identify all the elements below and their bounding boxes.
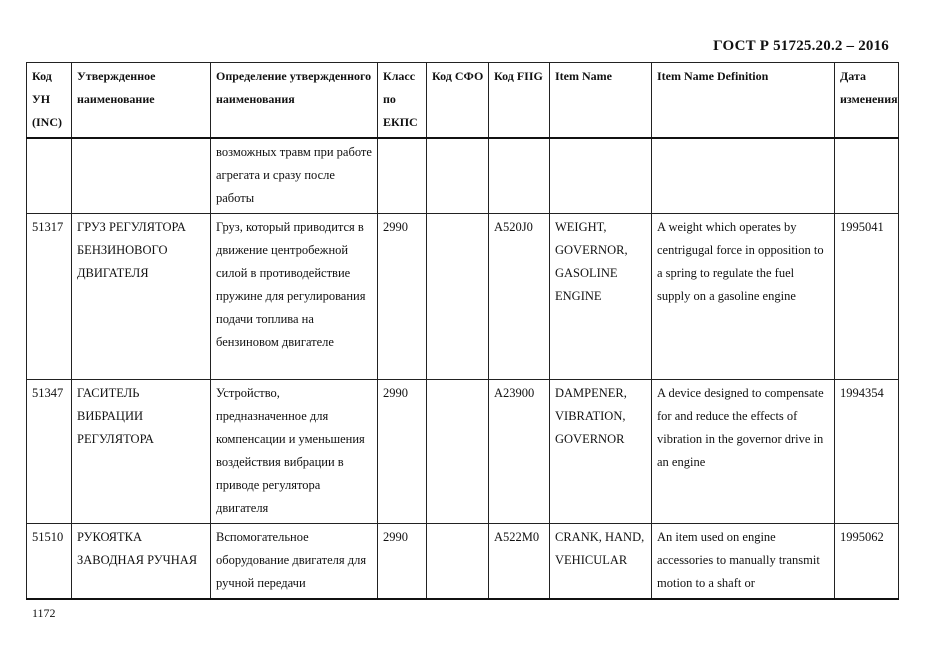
cell-class: 2990 [378,214,427,380]
cell-definition: Груз, который приводится в движение центробежной силой в противодействие пружине для регулирования подачи топлива на бензиновом двигателе [211,214,378,380]
cell-date: 1995041 [835,214,899,380]
cell-name: ГАСИТЕЛЬ ВИБРАЦИИ РЕГУЛЯТОРА [72,380,211,524]
cell-fiig: A23900 [489,380,550,524]
table-row [27,524,899,600]
cell-inc: 51317 [27,214,72,380]
table-row [27,214,899,380]
cell-item-name: DAMPENER, VIBRATION, GOVERNOR [550,380,652,524]
cell-definition: возможных травм при работе агрегата и сразу после работы [211,138,378,214]
cell-inc [27,138,72,214]
cell-item-definition [652,138,835,214]
cell-date [835,138,899,214]
cell-fiig: A520J0 [489,214,550,380]
table-row [27,380,899,524]
col-header-item-name: Item Name [550,63,652,139]
cell-definition: Устройство, предназначенное для компенсации и уменьшения воздействия вибрации в приводе регулятора двигателя [211,380,378,524]
cell-item-definition: A weight which operates by centrigugal force in opposition to a spring to regulate the fuel supply on a gasoline engine [652,214,835,380]
classification-table [26,62,899,600]
col-header-definition: Определение утвержденного наименования [211,63,378,139]
cell-inc: 51347 [27,380,72,524]
col-header-name: Утвержденное наименование [72,63,211,139]
cell-sfo [427,380,489,524]
cell-class: 2990 [378,524,427,600]
col-header-item-definition: Item Name Definition [652,63,835,139]
cell-class [378,138,427,214]
cell-item-definition: A device designed to compensate for and reduce the effects of vibration in the governor drive in an engine [652,380,835,524]
standard-number: ГОСТ Р 51725.20.2 – 2016 [713,38,889,54]
col-header-fiig: Код FIIG [489,63,550,139]
cell-definition: Вспомогательное оборудование двигателя для ручной передачи [211,524,378,600]
cell-class: 2990 [378,380,427,524]
col-header-class: Класс по ЕКПС [378,63,427,139]
cell-date: 1994354 [835,380,899,524]
cell-date: 1995062 [835,524,899,600]
cell-sfo [427,214,489,380]
cell-inc: 51510 [27,524,72,600]
col-header-date: Дата изменения [835,63,899,139]
cell-fiig [489,138,550,214]
col-header-sfo: Код СФО [427,63,489,139]
cell-item-name: CRANK, HAND, VEHICULAR [550,524,652,600]
cell-name [72,138,211,214]
table-row [27,138,899,214]
cell-fiig: A522M0 [489,524,550,600]
page-number: 1172 [32,606,56,620]
col-header-inc: Код УН (INC) [27,63,72,139]
cell-sfo [427,138,489,214]
cell-item-name: WEIGHT, GOVERNOR, GASOLINE ENGINE [550,214,652,380]
cell-name: ГРУЗ РЕГУЛЯТОРА БЕНЗИНОВОГО ДВИГАТЕЛЯ [72,214,211,380]
cell-name: РУКОЯТКА ЗАВОДНАЯ РУЧНАЯ [72,524,211,600]
cell-item-name [550,138,652,214]
table-header-row [27,63,899,139]
cell-sfo [427,524,489,600]
cell-item-definition: An item used on engine accessories to manually transmit motion to a shaft or [652,524,835,600]
